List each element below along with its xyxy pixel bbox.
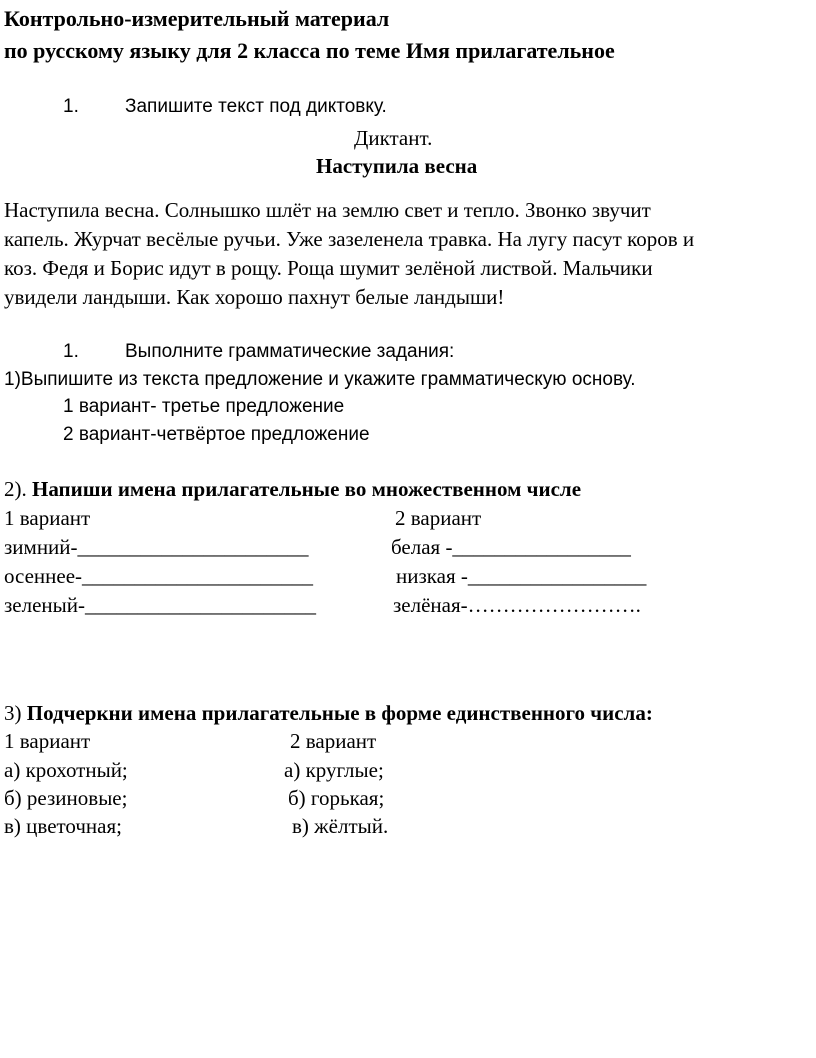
part3-col1-item: а) крохотный; (4, 758, 128, 782)
part3-title: Подчеркни имена прилагательные в форме единственного числа: (26, 701, 653, 725)
part3-col2-item: б) горькая; (288, 786, 385, 810)
part3-col1-header: 1 вариант (4, 729, 91, 753)
part3-prefix: 3) (4, 701, 27, 725)
part2-col2-header: 2 вариант (395, 506, 482, 530)
part2-col1-item: зеленый-______________________ (4, 593, 316, 617)
part3-col1-item: б) резиновые; (4, 786, 128, 810)
part2-col2-item: зелёная-……………………. (393, 593, 641, 617)
part2-col2-item: низкая -_________________ (396, 564, 647, 588)
task2-variant1: 1 вариант- третье предложение (63, 396, 345, 417)
dictation-label: Диктант. (354, 126, 433, 150)
title-line-2: по русскому языку для 2 класса по теме Имя прилагательное (4, 38, 615, 63)
dictation-line: коз. Федя и Борис идут в рощу. Роща шумит зелёной листвой. Мальчики (4, 256, 653, 280)
dictation-title: Наступила весна (316, 154, 478, 178)
part2-col2-item: белая -_________________ (391, 535, 631, 559)
part3-col2-item: а) круглые; (284, 758, 384, 782)
part2-prefix: 2). (4, 477, 32, 501)
part3-col1-item: в) цветочная; (4, 814, 122, 838)
part2-col1-item: зимний-______________________ (4, 535, 309, 559)
dictation-line: увидели ландыши. Как хорошо пахнут белые ландыши! (4, 285, 505, 309)
task2-number: 1. (63, 341, 79, 362)
part3-col2-item: в) жёлтый. (292, 814, 389, 838)
part2-heading (4, 477, 581, 502)
task1-number: 1. (63, 96, 79, 117)
part2-col1-item: осеннее-______________________ (4, 564, 314, 588)
part2-col1-header: 1 вариант (4, 506, 91, 530)
task2-sub1: 1)Выпишите из текста предложение и укажите грамматическую основу. (4, 369, 636, 390)
part3-heading (4, 701, 653, 726)
dictation-line: капель. Журчат весёлые ручьи. Уже зазеленела травка. На лугу пасут коров и (4, 227, 695, 251)
part2-title: Напиши имена прилагательные во множественном числе (32, 477, 582, 501)
title-line-1: Контрольно-измерительный материал (4, 6, 390, 31)
task2-text: Выполните грамматические задания: (125, 341, 455, 362)
task1-text: Запишите текст под диктовку. (125, 96, 387, 117)
dictation-paragraph (4, 196, 816, 312)
part3-col2-header: 2 вариант (290, 729, 377, 753)
dictation-line: Наступила весна. Солнышко шлёт на землю свет и тепло. Звонко звучит (4, 198, 651, 222)
task2-variant2: 2 вариант-четвёртое предложение (63, 424, 370, 445)
